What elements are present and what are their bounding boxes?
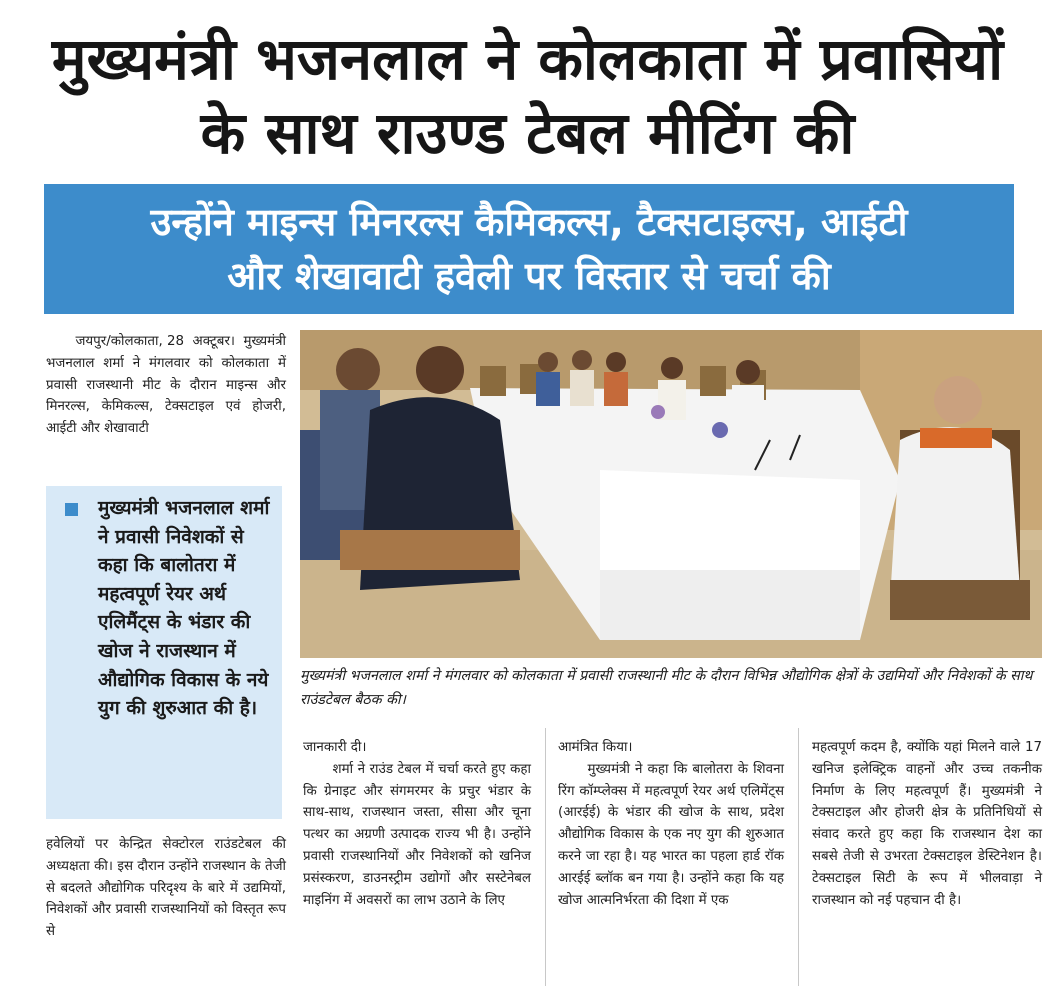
dateline: जयपुर/कोलकाता, 28 (75, 334, 185, 349)
headline (0, 22, 1055, 170)
story-column-1 (303, 737, 531, 911)
headline-line-1: मुख्यमंत्री भजनलाल ने कोलकाता में प्रवासियों (51, 25, 1004, 93)
subheadline-line-1: उन्होंने माइन्स मिनरल्स कैमिकल्स, टैक्सटाइल्स, आईटी (150, 200, 908, 244)
story-column-2 (558, 737, 784, 911)
story-left-continued: हवेलियों पर केन्द्रित सेक्टोरल राउंडटेबल की अध्यक्षता की। इस दौरान उन्होंने राजस्थान के तेजी से बदलते औद्योगिक परिदृश्य के बारे में उद्यमियों, निवेशकों और प्रवासी राजस्थानियों को विस्तृत रूप से (46, 837, 286, 940)
photo-caption: मुख्यमंत्री भजनलाल शर्मा ने मंगलवार को कोलकाता में प्रवासी राजस्थानी मीट के दौरान विभिन्न औद्योगिक क्षेत्रों के उद्यमियों और निवेशकों के साथ राउंडटेबल बैठक की। (300, 668, 1033, 708)
highlight-box (46, 486, 282, 819)
subheadline-line-2: और शेखावाटी हवेली पर विस्तार से चर्चा की (227, 254, 831, 298)
paragraph: शर्मा ने राउंड टेबल में चर्चा करते हुए कहा कि ग्रेनाइट और संगमरमर के प्रचुर भंडार के साथ-साथ, राजस्थान जस्ता, सीसा और चूना पत्थर का अग्रणी उत्पादक राज्य भी है। उन्होंने प्रवासी राजस्थानियों और निवेशकों को खनिज प्रसंस्करण, डाउनस्ट्रीम उद्योगों और सस्टेनेबल माइनिंग में अवसरों का लाभ उठाने के लिए (303, 761, 531, 908)
headline-line-2: के साथ राउण्ड टेबल मीटिंग की (200, 99, 855, 167)
story-column-3 (812, 737, 1042, 911)
paragraph: मुख्यमंत्री ने कहा कि बालोतरा के शिवना रिंग कॉम्प्लेक्स में महत्वपूर्ण रेयर अर्थ एलिमेंट्स (आरईई) के भंडार की खोज के साथ, प्रदेश औद्योगिक विकास के एक नए युग की शुरुआत करने जा रहा है। यह भारत का पहला हार्ड रॉक आरईई ब्लॉक बन गया है। उन्होंने कहा कि यह खोज आत्मनिर्भरता की दिशा में एक (558, 761, 784, 908)
meeting-photo (300, 330, 1042, 658)
bullet-square-icon (65, 503, 78, 516)
column-rule (545, 728, 546, 986)
paragraph: जानकारी दी। (303, 740, 367, 755)
paragraph: आमंत्रित किया। (558, 740, 633, 755)
column-rule (798, 728, 799, 986)
paragraph: महत्वपूर्ण कदम है, क्योंकि यहां मिलने वाले 17 खनिज इलेक्ट्रिक वाहनों और उच्च तकनीक निर्माण के लिए महत्वपूर्ण हैं। मुख्यमंत्री ने टेक्सटाइल और होजरी क्षेत्र के प्रतिनिधियों से संवाद करते हुए कहा कि राजस्थान देश का सबसे तेजी से उभरता टेक्सटाइल डेस्टिनेशन है। टेक्सटाइल सिटी के रूप में भीलवाड़ा ने राजस्थान को नई पहचान दी है। (812, 740, 1042, 908)
highlight-text: मुख्यमंत्री भजनलाल शर्मा ने प्रवासी निवेशकों से कहा कि बालोतरा में महत्वपूर्ण रेयर अर्थ एलिमैंट्स के भंडार की खोज ने राजस्थान में औद्योगिक विकास के नये युग की शुरुआत की है। (98, 497, 270, 720)
story-intro-text: अक्टूबर। मुख्यमंत्री भजनलाल शर्मा ने मंगलवार को कोलकाता में प्रवासी राजस्थानी मीट के दौरान माइन्स और मिनरल्स, केमिकल्स, टेक्सटाइल एवं होजरी, आईटी और शेखावाटी (46, 334, 286, 437)
story-intro (46, 331, 286, 440)
subheadline-banner (44, 184, 1014, 314)
meeting-photo-illustration (300, 330, 1042, 658)
